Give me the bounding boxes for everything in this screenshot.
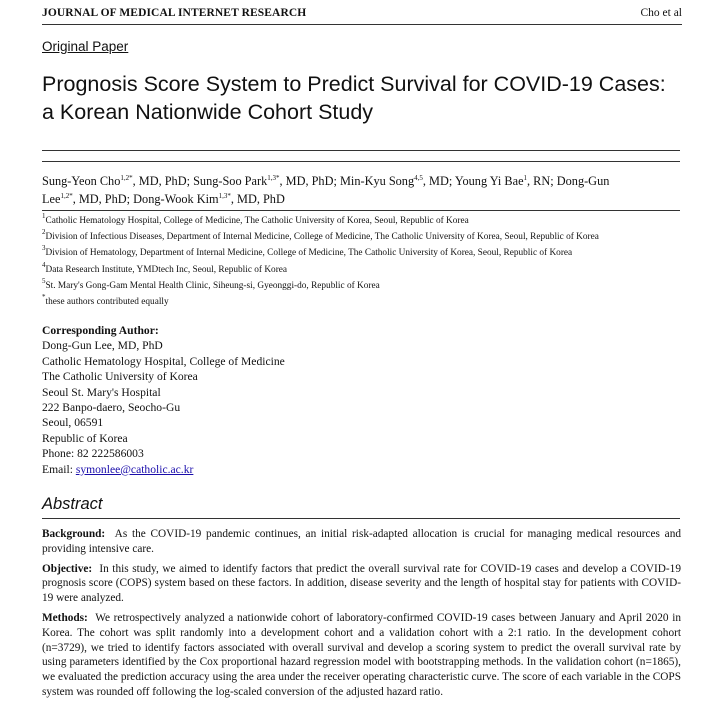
corresponding-author-label: Corresponding Author: xyxy=(42,324,159,337)
affiliation xyxy=(42,213,692,229)
title-line: a Korean Nationwide Cohort Study xyxy=(42,100,374,124)
affiliation xyxy=(42,262,692,278)
affiliation-text: Division of Infectious Diseases, Department of Internal Medicine, College of Medicine, The Catholic University of Korea, Seoul, Republic of Korea xyxy=(45,232,599,243)
affiliation-text: these authors contributed equally xyxy=(45,296,169,307)
author-affil-sup: 1,2* xyxy=(120,174,133,182)
abstract-section-methods xyxy=(42,611,681,700)
author-name: Sung-Yeon Cho xyxy=(42,174,121,188)
author-affil-sup: 1 xyxy=(523,174,528,182)
corresponding-line: Seoul, 06591 xyxy=(42,416,104,430)
author-list xyxy=(42,172,682,208)
title-divider-top xyxy=(42,150,680,151)
affiliation xyxy=(42,245,692,261)
header-divider xyxy=(42,24,682,25)
author-name-part: Lee xyxy=(42,192,61,206)
email-label: Email: xyxy=(42,462,76,476)
abstract-section-objective xyxy=(42,562,681,606)
author-degree: , MD, PhD; xyxy=(132,174,194,188)
abstract-divider xyxy=(42,518,680,519)
author-affil-sup: 1,2* xyxy=(60,192,73,200)
affiliation-number: 2 xyxy=(42,228,46,237)
affiliation-number: 1 xyxy=(42,212,46,220)
author-affil-sup: 4,5 xyxy=(414,174,423,182)
corresponding-line: Phone: 82 222586003 xyxy=(42,447,144,461)
author-degree: , MD, PhD; xyxy=(72,192,134,206)
affiliation-text: Data Research Institute, YMDtech Inc, Seoul, Republic of Korea xyxy=(45,264,288,275)
section-text: In this study, we aimed to identify factors that predict the overall survival rate for COVID-19 cases and develop a COVID-19 prognosis score (COPS) system based on these factors. In addition, disease severity and the length of hospital stay for patients with COVID-19 were analyzed. xyxy=(42,562,681,605)
author-name-part: Dong-Gun xyxy=(556,174,610,188)
author-line xyxy=(42,172,682,190)
abstract-body xyxy=(42,527,681,705)
corresponding-line: The Catholic University of Korea xyxy=(42,370,198,384)
affiliation-number: * xyxy=(42,292,46,301)
affiliation-text: St. Mary's Gong-Gam Mental Health Clinic, Siheung-si, Gyeonggi-do, Republic of Korea xyxy=(45,280,380,291)
article-title xyxy=(42,70,692,126)
section-text: As the COVID-19 pandemic continues, an initial risk-adapted allocation is crucial for managing medical resources and providing intensive care. xyxy=(42,528,681,555)
section-label: Objective: xyxy=(42,562,93,575)
section-label: Methods: xyxy=(42,611,88,624)
section-text: We retrospectively analyzed a nationwide cohort of laboratory-confirmed COVID-19 cases between January and April 2020 in Korea. The cohort was split randomly into a development cohort and a validation cohort with a 2:1 ratio. In the development cohort (n=3729), we tried to identify factors associated with overall survival and develop a scoring system to predict the overall survival rate by using parameters identified by the Cox proportional hazard regression model with bootstrapping methods. In the validation cohort (n=1865), we evaluated the prediction accuracy using the area under the receiver operating characteristic curve. The score of each variable in the COPS system was rounded off following the log-scaled conversion of the adjusted hazard ratio. xyxy=(42,611,681,698)
author-name: Min-Kyu Song xyxy=(339,174,415,188)
author-name: Young Yi Bae xyxy=(454,174,524,188)
author-affil-sup: 1,3* xyxy=(267,174,280,182)
abstract-heading: Abstract xyxy=(42,495,103,513)
corresponding-line: Catholic Hematology Hospital, College of Medicine xyxy=(42,354,285,368)
section-label: Background: xyxy=(42,528,106,540)
affiliation-number: 3 xyxy=(42,244,46,253)
email-link[interactable]: symonlee@catholic.ac.kr xyxy=(75,462,194,476)
running-author: Cho et al xyxy=(640,7,682,19)
corresponding-line: 222 Banpo-daero, Seocho-Gu xyxy=(42,401,181,415)
affiliation-text: Division of Hematology, Department of Internal Medicine, College of Medicine, The Catholic University of Korea, Seoul, Republic of Korea xyxy=(45,248,573,259)
corresponding-line: Republic of Korea xyxy=(42,431,128,445)
email-line xyxy=(42,462,442,477)
corresponding-line: Seoul St. Mary's Hospital xyxy=(42,385,161,399)
authors-divider xyxy=(42,210,680,211)
title-line: Prognosis Score System to Predict Survival for COVID-19 Cases: xyxy=(42,72,666,96)
affiliation xyxy=(42,294,692,310)
affiliation xyxy=(42,229,692,245)
author-degree: , MD, PhD; xyxy=(279,174,340,188)
affiliation-number: 4 xyxy=(42,260,46,269)
affiliation-number: 5 xyxy=(42,276,46,285)
author-name: Sung-Soo Park xyxy=(193,174,268,188)
author-degree: , MD, PhD xyxy=(230,192,285,206)
corresponding-author-block xyxy=(42,323,442,477)
affiliation-list xyxy=(42,213,692,310)
author-line xyxy=(42,190,682,208)
journal-name: JOURNAL OF MEDICAL INTERNET RESEARCH xyxy=(42,7,307,19)
author-name: Dong-Wook Kim xyxy=(133,192,219,206)
affiliation xyxy=(42,278,692,294)
article-type-label: Original Paper xyxy=(42,39,129,54)
title-divider-bottom xyxy=(42,161,680,162)
abstract-section-background xyxy=(42,527,681,557)
author-degree: , RN; xyxy=(527,174,557,188)
author-affil-sup: 1,3* xyxy=(218,192,231,200)
affiliation-text: Catholic Hematology Hospital, College of Medicine, The Catholic University of Korea, Seoul, Republic of Korea xyxy=(45,216,469,226)
corresponding-line: Dong-Gun Lee, MD, PhD xyxy=(42,339,163,353)
author-degree: , MD; xyxy=(422,174,455,188)
